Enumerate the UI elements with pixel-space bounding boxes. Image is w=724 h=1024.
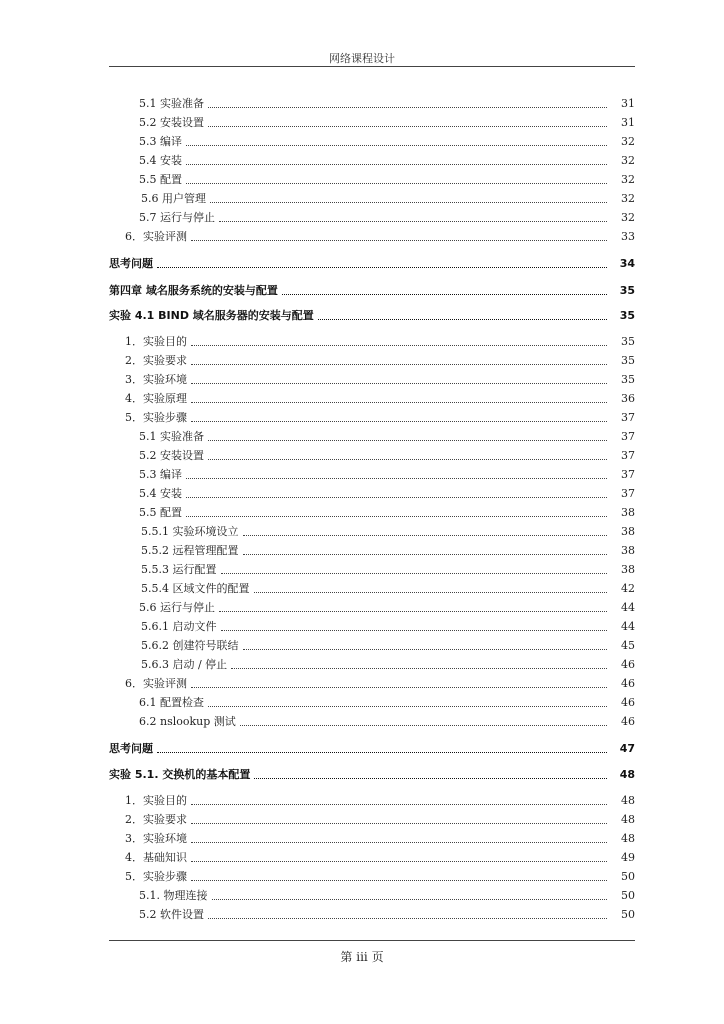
toc-page-number: 42 xyxy=(621,582,635,595)
toc-page-number: 32 xyxy=(621,173,635,186)
toc-page-number: 35 xyxy=(621,354,635,367)
toc-leader-dots xyxy=(157,266,607,268)
toc-entry-title: 6.2 nslookup 测试 xyxy=(139,715,236,728)
toc-entry-row[interactable] xyxy=(0,906,724,922)
toc-page-number: 50 xyxy=(621,908,635,921)
toc-page-number: 38 xyxy=(621,544,635,557)
toc-entry-title: 6.1 配置检查 xyxy=(139,696,204,709)
toc-entry-row[interactable] xyxy=(0,390,724,406)
toc-entry-row[interactable] xyxy=(0,447,724,463)
toc-page-number: 35 xyxy=(619,284,635,297)
toc-entry-title: 实验 4.1 BIND 域名服务器的安装与配置 xyxy=(109,309,314,322)
toc-entry-title: 4．实验原理 xyxy=(125,392,187,405)
toc-page-number: 48 xyxy=(621,794,635,807)
toc-entry-row[interactable] xyxy=(0,523,724,539)
toc-entry-title: 5．实验步骤 xyxy=(125,411,187,424)
toc-entry-row[interactable] xyxy=(0,152,724,168)
toc-page-number: 45 xyxy=(621,639,635,652)
toc-leader-dots xyxy=(221,572,608,574)
toc-leader-dots xyxy=(186,515,607,517)
toc-page-number: 32 xyxy=(621,135,635,148)
toc-entry-title: 5.1 实验准备 xyxy=(139,97,204,110)
toc-entry-row[interactable] xyxy=(0,887,724,903)
toc-entry-title: 5.2 软件设置 xyxy=(139,908,204,921)
toc-page-number: 35 xyxy=(621,335,635,348)
toc-leader-dots xyxy=(191,686,607,688)
toc-leader-dots xyxy=(191,879,607,881)
toc-leader-dots xyxy=(191,420,607,422)
toc-page-number: 47 xyxy=(619,742,635,755)
toc-entry-title: 1．实验目的 xyxy=(125,794,187,807)
toc-leader-dots xyxy=(243,534,608,536)
toc-entry-title: 5.1 实验准备 xyxy=(139,430,204,443)
toc-entry-title: 6．实验评测 xyxy=(125,677,187,690)
toc-leader-dots xyxy=(186,182,607,184)
toc-page-number: 31 xyxy=(621,97,635,110)
toc-leader-dots xyxy=(240,724,607,726)
toc-page-number: 50 xyxy=(621,870,635,883)
toc-page-number: 49 xyxy=(621,851,635,864)
toc-heading-row[interactable] xyxy=(0,255,724,271)
toc-page-number: 38 xyxy=(621,506,635,519)
toc-entry-row[interactable] xyxy=(0,485,724,501)
toc-page-number: 46 xyxy=(621,696,635,709)
toc-leader-dots xyxy=(243,648,608,650)
toc-page-number: 37 xyxy=(621,487,635,500)
toc-entry-row[interactable] xyxy=(0,618,724,634)
toc-leader-dots xyxy=(231,667,607,669)
toc-entry-row[interactable] xyxy=(0,228,724,244)
toc-entry-row[interactable] xyxy=(0,580,724,596)
toc-entry-row[interactable] xyxy=(0,352,724,368)
toc-entry-row[interactable] xyxy=(0,849,724,865)
toc-entry-title: 5.4 安装 xyxy=(139,487,182,500)
toc-entry-row[interactable] xyxy=(0,675,724,691)
toc-leader-dots xyxy=(208,125,607,127)
toc-leader-dots xyxy=(208,705,607,707)
toc-leader-dots xyxy=(210,201,607,203)
header-rule xyxy=(109,66,635,67)
toc-entry-row[interactable] xyxy=(0,504,724,520)
toc-entry-title: 5.2 安装设置 xyxy=(139,449,204,462)
toc-entry-title: 4．基础知识 xyxy=(125,851,187,864)
toc-page-number: 33 xyxy=(621,230,635,243)
toc-entry-row[interactable] xyxy=(0,114,724,130)
toc-entry-title: 6．实验评测 xyxy=(125,230,187,243)
toc-page-number: 36 xyxy=(621,392,635,405)
toc-leader-dots xyxy=(186,144,607,146)
toc-entry-title: 5.5.1 实验环境设立 xyxy=(141,525,239,538)
toc-leader-dots xyxy=(191,822,607,824)
toc-leader-dots xyxy=(208,458,607,460)
toc-page-number: 37 xyxy=(621,449,635,462)
toc-page-number: 46 xyxy=(621,658,635,671)
toc-heading-row[interactable] xyxy=(0,740,724,756)
toc-page-number: 38 xyxy=(621,525,635,538)
toc-entry-title: 第四章 域名服务系统的安装与配置 xyxy=(109,284,278,297)
toc-entry-title: 5.5 配置 xyxy=(139,173,182,186)
toc-entry-title: 3．实验环境 xyxy=(125,373,187,386)
toc-page-number: 37 xyxy=(621,468,635,481)
toc-entry-row[interactable] xyxy=(0,542,724,558)
toc-leader-dots xyxy=(208,439,607,441)
toc-entry-title: 5．实验步骤 xyxy=(125,870,187,883)
toc-leader-dots xyxy=(191,363,607,365)
toc-entry-title: 3．实验环境 xyxy=(125,832,187,845)
toc-entry-row[interactable] xyxy=(0,133,724,149)
toc-entry-row[interactable] xyxy=(0,599,724,615)
toc-leader-dots xyxy=(186,477,607,479)
toc-leader-dots xyxy=(191,841,607,843)
toc-page-number: 32 xyxy=(621,211,635,224)
toc-page-number: 31 xyxy=(621,116,635,129)
toc-leader-dots xyxy=(191,382,607,384)
toc-leader-dots xyxy=(254,777,607,779)
toc-leader-dots xyxy=(191,344,607,346)
toc-leader-dots xyxy=(254,591,608,593)
toc-entry-title: 5.6.2 创建符号联结 xyxy=(141,639,239,652)
toc-leader-dots xyxy=(219,220,607,222)
toc-entry-row[interactable] xyxy=(0,561,724,577)
toc-page-number: 44 xyxy=(621,601,635,614)
toc-entry-title: 5.3 编译 xyxy=(139,135,182,148)
toc-page-number: 48 xyxy=(621,832,635,845)
toc-entry-row[interactable] xyxy=(0,466,724,482)
toc-leader-dots xyxy=(208,917,607,919)
toc-entry-title: 思考问题 xyxy=(109,742,153,755)
toc-entry-title: 5.4 安装 xyxy=(139,154,182,167)
toc-entry-title: 5.5.2 远程管理配置 xyxy=(141,544,239,557)
toc-entry-row[interactable] xyxy=(0,694,724,710)
toc-entry-title: 5.7 运行与停止 xyxy=(139,211,215,224)
toc-entry-title: 5.5.3 运行配置 xyxy=(141,563,217,576)
toc-entry-title: 5.5 配置 xyxy=(139,506,182,519)
toc-entry-title: 5.1. 物理连接 xyxy=(139,889,208,902)
toc-leader-dots xyxy=(191,239,607,241)
toc-leader-dots xyxy=(219,610,607,612)
toc-page-number: 34 xyxy=(619,257,635,270)
toc-entry-row[interactable] xyxy=(0,209,724,225)
toc-leader-dots xyxy=(318,318,607,320)
toc-page-number: 35 xyxy=(621,373,635,386)
toc-page-number: 44 xyxy=(621,620,635,633)
toc-leader-dots xyxy=(243,553,608,555)
toc-entry-row[interactable] xyxy=(0,333,724,349)
toc-entry-title: 2．实验要求 xyxy=(125,354,187,367)
toc-entry-title: 5.2 安装设置 xyxy=(139,116,204,129)
toc-entry-title: 思考问题 xyxy=(109,257,153,270)
toc-page-number: 50 xyxy=(621,889,635,902)
footer-rule xyxy=(109,940,635,941)
toc-entry-row[interactable] xyxy=(0,171,724,187)
toc-leader-dots xyxy=(191,401,607,403)
toc-page-number: 35 xyxy=(619,309,635,322)
toc-leader-dots xyxy=(212,898,608,900)
toc-entry-row[interactable] xyxy=(0,792,724,808)
toc-entry-title: 5.3 编译 xyxy=(139,468,182,481)
toc-entry-row[interactable] xyxy=(0,830,724,846)
toc-leader-dots xyxy=(208,106,607,108)
toc-page-number: 38 xyxy=(621,563,635,576)
toc-heading-row[interactable] xyxy=(0,307,724,323)
toc-leader-dots xyxy=(157,751,607,753)
toc-leader-dots xyxy=(282,293,607,295)
toc-heading-row[interactable] xyxy=(0,766,724,782)
toc-leader-dots xyxy=(186,496,607,498)
toc-page-number: 37 xyxy=(621,411,635,424)
toc-entry-row[interactable] xyxy=(0,811,724,827)
toc-entry-row[interactable] xyxy=(0,371,724,387)
page-number: 第 iii 页 xyxy=(340,950,384,964)
toc-entry-title: 5.6 用户管理 xyxy=(141,192,206,205)
toc-heading-row[interactable] xyxy=(0,282,724,298)
toc-entry-title: 5.6.3 启动 / 停止 xyxy=(141,658,228,671)
toc-entry-title: 1．实验目的 xyxy=(125,335,187,348)
toc-entry-title: 实验 5.1. 交换机的基本配置 xyxy=(109,768,251,781)
toc-page-number: 32 xyxy=(621,154,635,167)
toc-entry-row[interactable] xyxy=(0,713,724,729)
toc-entry-row[interactable] xyxy=(0,637,724,653)
toc-entry-title: 5.6 运行与停止 xyxy=(139,601,215,614)
toc-entry-title: 2．实验要求 xyxy=(125,813,187,826)
toc-entry-row[interactable] xyxy=(0,428,724,444)
toc-leader-dots xyxy=(186,163,607,165)
toc-page-number: 46 xyxy=(621,677,635,690)
toc-page-number: 37 xyxy=(621,430,635,443)
toc-entry-row[interactable] xyxy=(0,656,724,672)
toc-leader-dots xyxy=(191,860,607,862)
toc-leader-dots xyxy=(191,803,607,805)
toc-page-number: 48 xyxy=(619,768,635,781)
toc-leader-dots xyxy=(221,629,608,631)
toc-entry-title: 5.6.1 启动文件 xyxy=(141,620,217,633)
toc-page-number: 32 xyxy=(621,192,635,205)
toc-entry-row[interactable] xyxy=(0,409,724,425)
toc-entry-row[interactable] xyxy=(0,95,724,111)
running-header: 网络课程设计 xyxy=(329,52,395,65)
toc-page-number: 48 xyxy=(621,813,635,826)
toc-entry-row[interactable] xyxy=(0,868,724,884)
toc-page-number: 46 xyxy=(621,715,635,728)
toc-entry-row[interactable] xyxy=(0,190,724,206)
toc-entry-title: 5.5.4 区域文件的配置 xyxy=(141,582,250,595)
